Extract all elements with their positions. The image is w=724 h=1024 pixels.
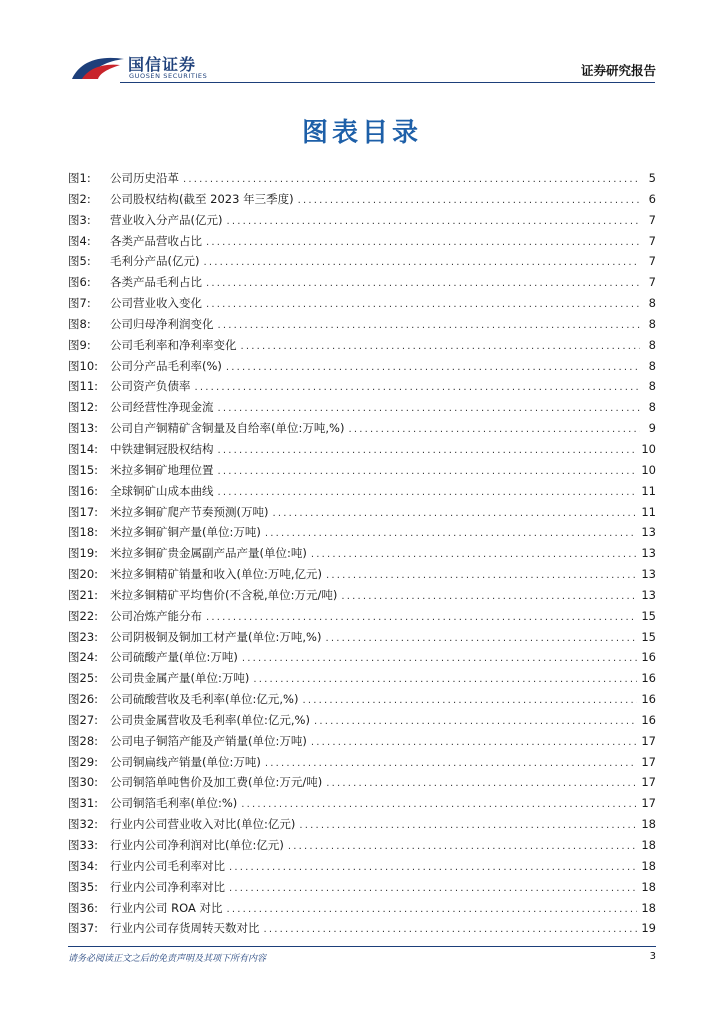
page-number: 3 [649, 951, 656, 962]
toc-entry[interactable] [68, 293, 656, 314]
toc-entry[interactable] [68, 481, 656, 502]
figure-number: 图3: [68, 212, 91, 227]
dot-leader [314, 712, 637, 733]
toc-entry[interactable] [68, 585, 656, 606]
figure-title: 公司铜箔单吨售价及加工费(单位:万元/吨) [110, 775, 323, 790]
toc-entry[interactable] [68, 627, 656, 648]
toc-entry[interactable] [68, 543, 656, 564]
toc-entry[interactable] [68, 335, 656, 356]
figure-title: 公司电子铜箔产能及产销量(单位:万吨) [110, 733, 307, 748]
figure-number: 图10: [68, 358, 99, 373]
figure-page-number: 5 [648, 171, 656, 185]
figure-page-number: 18 [641, 900, 656, 915]
figure-number: 图5: [68, 254, 91, 269]
dot-leader [206, 233, 640, 254]
figure-page-number: 10 [641, 462, 656, 477]
dot-leader [299, 816, 637, 837]
figure-page-number: 18 [641, 858, 656, 873]
dot-leader [311, 733, 638, 754]
page-header [0, 0, 724, 90]
figure-number: 图32: [68, 817, 99, 832]
figure-title: 公司分产品毛利率(%) [110, 358, 222, 373]
figure-title: 公司阴极铜及铜加工材产量(单位:万吨,%) [110, 629, 322, 644]
figure-page-number: 17 [641, 796, 656, 811]
toc-entry[interactable] [68, 772, 656, 793]
figure-page-number: 10 [641, 441, 656, 456]
figure-number: 图34: [68, 858, 99, 873]
dot-leader [218, 462, 638, 483]
figure-number: 图29: [68, 754, 99, 769]
figure-page-number: 13 [641, 525, 656, 540]
figure-page-number: 16 [641, 692, 656, 707]
dot-leader [272, 504, 637, 525]
toc-entry[interactable] [68, 606, 656, 627]
figure-page-number: 18 [641, 879, 656, 894]
toc-entry[interactable] [68, 522, 656, 543]
toc-entry[interactable] [68, 272, 656, 293]
figure-page-number: 7 [648, 233, 656, 248]
figure-number: 图18: [68, 525, 99, 540]
figure-page-number: 7 [648, 212, 656, 227]
dot-leader [218, 399, 641, 420]
figure-number: 图4: [68, 233, 91, 248]
toc-entry[interactable] [68, 689, 656, 710]
figure-title: 米拉多铜矿铜产量(单位:万吨) [110, 525, 261, 540]
figure-page-number: 13 [641, 587, 656, 602]
dot-leader [195, 378, 641, 399]
figure-page-number: 18 [641, 817, 656, 832]
figure-page-number: 8 [648, 316, 656, 331]
footer-disclaimer: 请务必阅读正文之后的免责声明及其项下所有内容 [68, 954, 267, 964]
figure-title: 公司冶炼产能分布 [110, 608, 202, 623]
figure-number: 图35: [68, 879, 99, 894]
figure-title: 米拉多铜矿地理位置 [110, 462, 214, 477]
dot-leader [298, 191, 640, 212]
figure-page-number: 8 [648, 358, 656, 373]
toc-entry[interactable] [68, 835, 656, 856]
toc-entry[interactable] [68, 564, 656, 585]
dot-leader [302, 691, 637, 712]
report-type-label: 证券研究报告 [580, 63, 656, 78]
toc-entry[interactable] [68, 710, 656, 731]
dot-leader [241, 795, 637, 816]
toc-entry[interactable] [68, 502, 656, 523]
figure-number: 图21: [68, 587, 99, 602]
toc-entry[interactable] [68, 168, 656, 189]
figure-page-number: 16 [641, 712, 656, 727]
figure-page-number: 8 [648, 379, 656, 394]
figure-title: 行业内公司净利润对比(单位:亿元) [110, 838, 284, 852]
figure-page-number: 16 [641, 671, 656, 686]
figure-title: 公司股权结构(截至 2023 年三季度) [110, 191, 294, 206]
dot-leader [183, 170, 640, 191]
toc-entry[interactable] [68, 460, 656, 481]
figure-number: 图27: [68, 712, 99, 727]
dot-leader [227, 900, 638, 921]
toc-entry[interactable] [68, 752, 656, 773]
figure-number: 图15: [68, 462, 99, 477]
footer-divider [68, 946, 656, 947]
figure-title: 米拉多铜精矿平均售价(不含税,单位:万元/吨) [110, 587, 338, 602]
toc-entry[interactable] [68, 856, 656, 877]
figure-number: 图9: [68, 337, 91, 352]
figure-title: 公司铜扁线产销量(单位:万吨) [110, 754, 261, 769]
figure-number: 图33: [68, 838, 99, 852]
toc-entry[interactable] [68, 356, 656, 377]
toc-entry[interactable] [68, 397, 656, 418]
figure-title: 公司历史沿革 [110, 171, 179, 185]
figure-title: 行业内公司营业收入对比(单位:亿元) [110, 817, 296, 832]
dot-leader [229, 879, 637, 900]
figure-number: 图17: [68, 504, 99, 519]
figure-number: 图8: [68, 316, 91, 331]
toc-entry[interactable] [68, 668, 656, 689]
figure-title: 公司资产负债率 [110, 379, 191, 394]
toc-entry[interactable] [68, 814, 656, 835]
figure-title: 公司营业收入变化 [110, 296, 202, 311]
header-divider [120, 82, 655, 83]
figure-number: 图6: [68, 275, 91, 290]
figure-number: 图36: [68, 900, 99, 915]
dot-leader [264, 920, 638, 941]
dot-leader [341, 587, 637, 608]
figure-page-number: 17 [641, 775, 656, 790]
dot-leader [325, 629, 637, 650]
dot-leader [226, 212, 640, 233]
dot-leader [218, 316, 641, 337]
toc-entry[interactable] [68, 647, 656, 668]
figure-number: 图24: [68, 650, 99, 665]
figure-page-number: 13 [641, 567, 656, 582]
figure-title: 公司贵金属产量(单位:万吨) [110, 671, 250, 686]
dot-leader [241, 337, 641, 358]
figure-number: 图23: [68, 629, 99, 644]
figure-page-number: 6 [648, 191, 656, 206]
page-title: 图表目录 [301, 118, 422, 148]
dot-leader [288, 837, 638, 858]
figure-number: 图28: [68, 733, 99, 748]
figure-page-number: 9 [648, 421, 656, 436]
figure-page-number: 8 [648, 337, 656, 352]
figure-title: 公司硫酸营收及毛利率(单位:亿元,%) [110, 692, 299, 707]
figure-number: 图14: [68, 441, 99, 456]
figure-number: 图26: [68, 692, 99, 707]
figure-title: 米拉多铜精矿销量和收入(单位:万吨,亿元) [110, 567, 323, 582]
figure-title: 各类产品毛利占比 [110, 275, 202, 290]
figure-title: 各类产品营收占比 [110, 233, 202, 248]
figure-page-number: 17 [641, 754, 656, 769]
figure-page-number: 8 [648, 400, 656, 415]
figure-page-number: 15 [641, 629, 656, 644]
figure-title: 公司硫酸产量(单位:万吨) [110, 650, 238, 665]
figure-number: 图11: [68, 379, 99, 394]
toc-entry[interactable] [68, 793, 656, 814]
figure-number: 图37: [68, 921, 99, 936]
figure-number: 图1: [68, 171, 91, 185]
figure-title: 全球铜矿山成本曲线 [110, 483, 214, 498]
figure-number: 图31: [68, 796, 99, 811]
figure-page-number: 17 [641, 733, 656, 748]
dot-leader [326, 566, 637, 587]
figure-page-number: 11 [641, 483, 656, 498]
figure-page-number: 7 [648, 254, 656, 269]
toc-entry[interactable] [68, 251, 656, 272]
dot-leader [226, 358, 640, 379]
figure-page-number: 8 [648, 296, 656, 311]
figure-page-number: 11 [641, 504, 656, 519]
figure-page-number: 7 [648, 275, 656, 290]
toc-entry[interactable] [68, 877, 656, 898]
figure-title: 米拉多铜矿贵金属副产品产量(单位:吨) [110, 546, 307, 561]
toc-entry[interactable] [68, 731, 656, 752]
dot-leader [348, 420, 640, 441]
figure-title: 公司贵金属营收及毛利率(单位:亿元,%) [110, 712, 310, 727]
figure-number: 图16: [68, 483, 99, 498]
figure-title: 公司铜箔毛利率(单位:%) [110, 796, 238, 811]
figure-title: 毛利分产品(亿元) [110, 254, 200, 269]
figure-number: 图12: [68, 400, 99, 415]
dot-leader [242, 649, 638, 670]
toc-entry[interactable] [68, 439, 656, 460]
toc-entry[interactable] [68, 210, 656, 231]
figure-number: 图25: [68, 671, 99, 686]
figure-title: 米拉多铜矿爬产节奏预测(万吨) [110, 504, 269, 519]
figure-number: 图19: [68, 546, 99, 561]
dot-leader [206, 608, 637, 629]
dot-leader [218, 441, 638, 462]
toc-entry[interactable] [68, 231, 656, 252]
dot-leader [265, 754, 638, 775]
dot-leader [229, 858, 637, 879]
figure-number: 图22: [68, 608, 99, 623]
brand-name-english: GUOSEN SECURITIES [129, 72, 208, 80]
dot-leader [253, 670, 637, 691]
figure-title: 中铁建铜冠股权结构 [110, 441, 214, 456]
figure-title: 公司毛利率和净利率变化 [110, 337, 237, 352]
toc-entry[interactable] [68, 189, 656, 210]
figure-page-number: 15 [641, 608, 656, 623]
toc-entry[interactable] [68, 898, 656, 919]
figure-number: 图20: [68, 567, 99, 582]
dot-leader [206, 274, 640, 295]
dot-leader [311, 545, 638, 566]
figure-number: 图2: [68, 191, 91, 206]
toc-entry[interactable] [68, 418, 656, 439]
figure-page-number: 19 [641, 921, 656, 936]
dot-leader [265, 524, 638, 545]
toc-entry[interactable] [68, 376, 656, 397]
figure-page-number: 13 [641, 546, 656, 561]
figure-title: 行业内公司 ROA 对比 [110, 900, 223, 915]
toc-entry[interactable] [68, 918, 656, 939]
figure-number: 图7: [68, 296, 91, 311]
figure-title: 行业内公司净利率对比 [110, 879, 225, 894]
figure-title: 营业收入分产品(亿元) [110, 212, 223, 227]
dot-leader [326, 774, 637, 795]
figure-title: 公司自产铜精矿含铜量及自给率(单位:万吨,%) [110, 421, 345, 436]
dot-leader [203, 253, 640, 274]
figure-number: 图30: [68, 775, 99, 790]
guosen-logo-icon [70, 53, 126, 83]
figure-page-number: 16 [641, 650, 656, 665]
table-of-figures [68, 168, 656, 939]
figure-number: 图13: [68, 421, 99, 436]
figure-title: 行业内公司毛利率对比 [110, 858, 225, 873]
dot-leader [218, 483, 638, 504]
dot-leader [206, 295, 640, 316]
brand-name: 国信证券 [128, 55, 197, 74]
figure-page-number: 18 [641, 838, 656, 852]
figure-title: 公司经营性净现金流 [110, 400, 214, 415]
figure-title: 公司归母净利润变化 [110, 316, 214, 331]
figure-title: 行业内公司存货周转天数对比 [110, 921, 260, 936]
toc-entry[interactable] [68, 314, 656, 335]
